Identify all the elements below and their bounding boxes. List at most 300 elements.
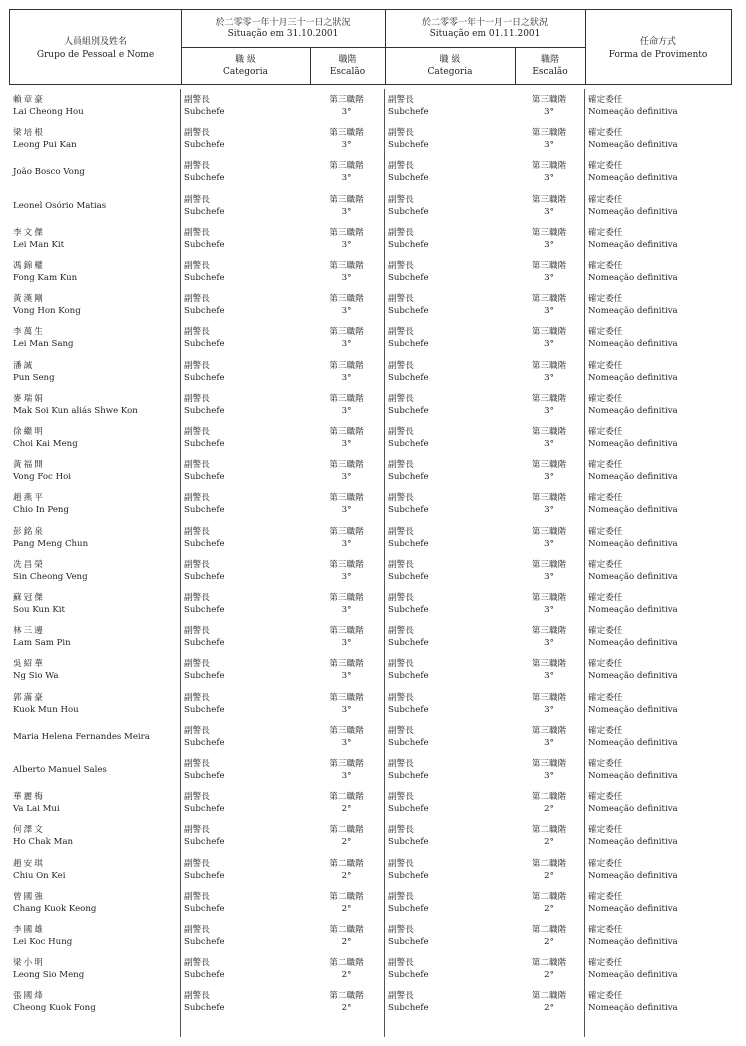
table-row	[9, 359, 732, 392]
name-zh: 麥瑞娟	[13, 393, 45, 404]
table-row	[9, 657, 732, 690]
escalao-before: 3°	[341, 339, 352, 350]
table-row	[9, 259, 732, 292]
escalao-before: 3°	[341, 771, 352, 781]
before-header-zh: 於二零零一年十月三十一日之狀況	[215, 18, 351, 28]
name-zh: 李文傑	[13, 227, 45, 238]
escalao-after: 3°	[544, 538, 554, 549]
name-pt: Lei Man Kit	[13, 239, 65, 250]
escalao-before-zh: 第三職階	[329, 493, 364, 504]
after-header-zh: 於二零零一年十一月一日之狀況	[421, 18, 548, 28]
escalao-before-zh: 第三職階	[329, 327, 364, 338]
table-row	[9, 923, 732, 956]
escalao-before-zh: 第二職階	[329, 858, 364, 869]
category-after-pt: Subchefe	[388, 273, 429, 283]
provimento-pt: Nomeação definitiva	[588, 804, 678, 815]
escalao-after-zh: 第三職階	[531, 759, 567, 769]
provimento-pt: Nomeação definitiva	[588, 439, 678, 449]
name-zh: 李萬生	[13, 327, 45, 338]
category-before-zh: 副警長	[184, 460, 210, 471]
provimento-pt: Nomeação definitiva	[588, 837, 678, 848]
name-pt: Cheong Kuok Fong	[13, 1003, 96, 1014]
table-row	[9, 989, 732, 1022]
escalao-before-zh: 第二職階	[329, 925, 364, 935]
category-before-pt: Subchefe	[184, 870, 225, 881]
name-pt: Chang Kuok Keong	[13, 903, 97, 914]
table-row	[9, 724, 732, 757]
table-row	[9, 624, 732, 657]
category-before-zh: 副警長	[184, 360, 210, 371]
escalao-after: 3°	[544, 638, 554, 649]
category-before-pt: Subchefe	[184, 903, 225, 914]
escalao-after: 3°	[544, 405, 554, 416]
category-before-zh: 副警長	[184, 626, 210, 637]
escalao-after: 3°	[544, 771, 554, 781]
name-pt: Leong Sio Meng	[13, 970, 85, 981]
escalao-before-zh: 第三職階	[329, 460, 364, 471]
escalao-before-zh: 第三職階	[329, 227, 364, 238]
escalao-after-zh: 第二職階	[531, 891, 567, 902]
name-zh: 賴章豪	[13, 95, 45, 105]
category-after-zh: 副警長	[388, 194, 414, 205]
provimento-pt: Nomeação definitiva	[588, 605, 678, 615]
category-before-zh: 副警長	[184, 692, 210, 703]
provimento-pt: Nomeação definitiva	[588, 339, 678, 350]
escalao-before-zh: 第三職階	[329, 261, 364, 271]
category-before-pt: Subchefe	[184, 339, 225, 350]
table-row	[9, 790, 732, 823]
escalao-after: 2°	[544, 970, 554, 981]
escalao-after: 3°	[544, 306, 554, 317]
escalao-after-zh: 第三職階	[531, 227, 567, 238]
provimento-zh: 確定委任	[588, 659, 623, 670]
escalao-before-zh: 第二職階	[329, 958, 364, 969]
name-zh: 趙安琪	[13, 858, 45, 869]
escalao-after-zh: 第三職階	[531, 593, 567, 603]
escalao-before-zh: 第三職階	[329, 626, 364, 637]
category-after-pt: Subchefe	[388, 671, 429, 682]
name-pt: Vong Foc Hoi	[13, 472, 71, 483]
category-after-pt: Subchefe	[388, 771, 429, 781]
escalao-after-zh: 第三職階	[531, 360, 567, 371]
after-header-pt: Situação em 01.11.2001	[429, 29, 541, 39]
provimento-zh: 確定委任	[588, 858, 623, 869]
escalao-before-zh: 第三職階	[329, 95, 364, 105]
provimento-pt: Nomeação definitiva	[588, 638, 678, 649]
category-before-pt: Subchefe	[184, 804, 225, 815]
escalao-before-zh: 第三職階	[329, 360, 364, 371]
category-before-zh: 副警長	[184, 227, 210, 238]
table-row	[9, 193, 732, 226]
category-before-pt: Subchefe	[184, 837, 225, 848]
escalao-after-zh: 第三職階	[531, 493, 567, 504]
escalao-after-zh: 第三職階	[531, 692, 567, 703]
category-after-zh: 副警長	[388, 261, 414, 271]
category-before-pt: Subchefe	[184, 439, 225, 449]
escalao-after-zh: 第三職階	[531, 626, 567, 637]
category-after-pt: Subchefe	[388, 970, 429, 981]
name-zh: 李國雄	[13, 925, 45, 935]
category-after-zh: 副警長	[388, 559, 414, 570]
category-after-pt: Subchefe	[388, 870, 429, 881]
escalao-after-zh: 第二職階	[531, 958, 567, 969]
category-after-zh: 副警長	[388, 825, 414, 836]
name-pt: Chio In Peng	[13, 505, 69, 516]
escalao-after-zh: 第二職階	[531, 991, 567, 1002]
escalao-before: 3°	[341, 638, 352, 649]
category-after-zh: 副警長	[388, 692, 414, 703]
escalao-after-zh: 第三職階	[531, 526, 567, 537]
escalao-after: 2°	[544, 870, 554, 881]
category-before-pt: Subchefe	[184, 173, 225, 184]
category-after-pt: Subchefe	[388, 140, 429, 151]
category-after-zh: 副警長	[388, 128, 414, 139]
name-zh: 徐繼明	[13, 427, 45, 437]
escalao-after: 3°	[544, 704, 554, 715]
category-before-pt: Subchefe	[184, 771, 225, 781]
category-before-pt: Subchefe	[184, 306, 225, 317]
header-subdivider	[515, 48, 516, 84]
name-header-pt: Grupo de Pessoal e Nome	[36, 50, 155, 60]
provimento-zh: 確定委任	[588, 128, 623, 139]
header-subdivider	[310, 48, 311, 84]
category-before-zh: 副警長	[184, 991, 210, 1002]
name-pt: Lei Man Sang	[13, 339, 74, 350]
escalao-before-zh: 第三職階	[329, 759, 364, 769]
provimento-pt: Nomeação definitiva	[588, 472, 678, 483]
category-before-pt: Subchefe	[184, 571, 225, 582]
category-before-zh: 副警長	[184, 958, 210, 969]
category-after-pt: Subchefe	[388, 439, 429, 449]
before-header-pt: Situação em 31.10.2001	[227, 29, 339, 39]
category-after-pt: Subchefe	[388, 804, 429, 815]
table-row	[9, 823, 732, 856]
category-before-zh: 副警長	[184, 261, 210, 271]
table-row	[9, 491, 732, 524]
escalao-header-zh: 職階	[338, 55, 357, 65]
category-after-pt: Subchefe	[388, 173, 429, 184]
category-after-pt: Subchefe	[388, 239, 429, 250]
escalao-before-zh: 第二職階	[329, 792, 364, 803]
category-before-zh: 副警長	[184, 393, 210, 404]
category-after-pt: Subchefe	[388, 704, 429, 715]
category-before-zh: 副警長	[184, 792, 210, 803]
escalao-before: 3°	[341, 306, 352, 317]
category-after-zh: 副警長	[388, 327, 414, 338]
provimento-pt: Nomeação definitiva	[588, 903, 678, 914]
provimento-pt: Nomeação definitiva	[588, 737, 678, 748]
table-row	[9, 126, 732, 159]
escalao-before: 3°	[341, 472, 352, 483]
category-after-zh: 副警長	[388, 593, 414, 603]
escalao-before-zh: 第三職階	[329, 526, 364, 537]
category-before-zh: 副警長	[184, 825, 210, 836]
escalao-before: 2°	[341, 804, 352, 815]
escalao-after: 3°	[544, 671, 554, 682]
name-pt: Lai Cheong Hou	[13, 107, 84, 117]
name-zh: 華麗梅	[13, 792, 45, 803]
name-zh: 梁小明	[13, 958, 45, 969]
provimento-pt: Nomeação definitiva	[588, 306, 678, 317]
name-pt: Ho Chak Man	[13, 837, 74, 848]
escalao-after-zh: 第三職階	[531, 659, 567, 670]
category-before-pt: Subchefe	[184, 937, 225, 947]
provimento-zh: 確定委任	[588, 261, 623, 271]
name-zh: 何澤文	[13, 825, 45, 836]
category-before-zh: 副警長	[184, 95, 210, 105]
table-row	[9, 325, 732, 358]
escalao-before-zh: 第三職階	[329, 194, 364, 205]
name-pt: João Bosco Vong	[13, 167, 85, 178]
escalao-after: 3°	[544, 505, 554, 516]
category-after-pt: Subchefe	[388, 372, 429, 383]
provimento-zh: 確定委任	[588, 393, 623, 404]
escalao-before: 3°	[341, 206, 352, 217]
escalao-before: 3°	[341, 173, 352, 184]
category-header-zh: 職 級	[235, 55, 256, 65]
form-header-pt: Forma de Provimento	[608, 50, 708, 60]
provimento-pt: Nomeação definitiva	[588, 571, 678, 582]
name-pt: Maria Helena Fernandes Meira	[13, 731, 150, 742]
provimento-zh: 確定委任	[588, 95, 623, 105]
category-before-pt: Subchefe	[184, 140, 225, 151]
table-row	[9, 956, 732, 989]
escalao-before-zh: 第三職階	[329, 659, 364, 670]
escalao-after: 3°	[544, 239, 554, 250]
category-before-zh: 副警長	[184, 128, 210, 139]
category-before-zh: 副警長	[184, 925, 210, 935]
category-before-zh: 副警長	[184, 891, 210, 902]
category-after-pt: Subchefe	[388, 638, 429, 649]
category-before-zh: 副警長	[184, 327, 210, 338]
escalao-before-zh: 第三職階	[329, 559, 364, 570]
escalao-before: 2°	[341, 1003, 352, 1014]
escalao-after-zh: 第二職階	[531, 925, 567, 935]
category-after-pt: Subchefe	[388, 903, 429, 914]
category-header-pt: Categoria	[427, 67, 473, 77]
header-rule	[385, 47, 585, 48]
category-before-zh: 副警長	[184, 759, 210, 769]
table-row	[9, 757, 732, 790]
category-before-pt: Subchefe	[184, 372, 225, 383]
escalao-before: 3°	[341, 405, 352, 416]
escalao-before: 3°	[341, 505, 352, 516]
category-after-zh: 副警長	[388, 526, 414, 537]
escalao-before: 3°	[341, 107, 352, 117]
category-header-pt: Categoria	[223, 67, 268, 77]
escalao-after: 2°	[544, 937, 554, 947]
escalao-after-zh: 第三職階	[531, 327, 567, 338]
escalao-after: 3°	[544, 571, 554, 582]
provimento-zh: 確定委任	[588, 161, 623, 172]
provimento-pt: Nomeação definitiva	[588, 140, 678, 151]
name-zh: 黃漢剛	[13, 294, 45, 305]
category-after-pt: Subchefe	[388, 339, 429, 350]
name-pt: Leong Pui Kan	[13, 140, 77, 151]
escalao-after: 3°	[544, 107, 554, 117]
name-zh: 冼昌榮	[13, 559, 45, 570]
name-zh: 曾國強	[13, 891, 45, 902]
escalao-after-zh: 第三職階	[531, 194, 567, 205]
name-zh: 梁培根	[13, 128, 45, 139]
category-header-zh: 職 級	[439, 55, 461, 65]
category-after-zh: 副警長	[388, 759, 414, 769]
provimento-pt: Nomeação definitiva	[588, 970, 678, 981]
category-after-pt: Subchefe	[388, 405, 429, 416]
escalao-before: 3°	[341, 737, 352, 748]
table-row	[9, 890, 732, 923]
category-after-pt: Subchefe	[388, 1003, 429, 1014]
escalao-before: 3°	[341, 538, 352, 549]
escalao-before-zh: 第三職階	[329, 393, 364, 404]
name-pt: Sin Cheong Veng	[13, 571, 88, 582]
provimento-zh: 確定委任	[588, 725, 623, 736]
escalao-before: 2°	[341, 837, 352, 848]
category-after-zh: 副警長	[388, 427, 414, 437]
name-pt: Va Lai Mui	[13, 804, 60, 815]
category-before-zh: 副警長	[184, 294, 210, 305]
category-after-zh: 副警長	[388, 792, 414, 803]
escalao-before-zh: 第三職階	[329, 161, 364, 172]
escalao-before: 3°	[341, 140, 352, 151]
provimento-pt: Nomeação definitiva	[588, 239, 678, 250]
escalao-after-zh: 第二職階	[531, 858, 567, 869]
provimento-pt: Nomeação definitiva	[588, 505, 678, 516]
name-zh: 趙燕平	[13, 493, 45, 504]
table-body	[9, 89, 732, 1037]
table-header	[9, 9, 732, 85]
category-after-zh: 副警長	[388, 227, 414, 238]
provimento-pt: Nomeação definitiva	[588, 173, 678, 184]
escalao-after: 3°	[544, 605, 554, 615]
category-after-pt: Subchefe	[388, 306, 429, 317]
name-pt: Vong Hon Kong	[13, 306, 81, 317]
table-row	[9, 292, 732, 325]
provimento-zh: 確定委任	[588, 493, 623, 504]
category-before-pt: Subchefe	[184, 671, 225, 682]
provimento-zh: 確定委任	[588, 759, 623, 769]
escalao-before: 3°	[341, 571, 352, 582]
escalao-before-zh: 第三職階	[329, 725, 364, 736]
category-after-zh: 副警長	[388, 925, 414, 935]
category-before-zh: 副警長	[184, 858, 210, 869]
escalao-after: 2°	[544, 804, 554, 815]
escalao-after-zh: 第三職階	[531, 128, 567, 139]
category-after-pt: Subchefe	[388, 107, 429, 117]
escalao-before: 3°	[341, 439, 352, 449]
table-row	[9, 93, 732, 126]
name-zh: 吳紹華	[13, 659, 45, 670]
provimento-zh: 確定委任	[588, 792, 623, 803]
name-pt: Sou Kun Kit	[13, 605, 65, 615]
provimento-pt: Nomeação definitiva	[588, 771, 678, 781]
name-pt: Pang Meng Chun	[13, 538, 89, 549]
name-pt: Lam Sam Pin	[13, 638, 71, 649]
category-after-pt: Subchefe	[388, 837, 429, 848]
table-row	[9, 525, 732, 558]
category-after-zh: 副警長	[388, 460, 414, 471]
category-before-pt: Subchefe	[184, 737, 225, 748]
escalao-before: 2°	[341, 903, 352, 914]
escalao-after-zh: 第三職階	[531, 95, 567, 105]
provimento-zh: 確定委任	[588, 991, 623, 1002]
provimento-zh: 確定委任	[588, 559, 623, 570]
name-pt: Choi Kai Meng	[13, 439, 78, 449]
category-after-zh: 副警長	[388, 360, 414, 371]
provimento-zh: 確定委任	[588, 891, 623, 902]
escalao-before: 2°	[341, 937, 352, 947]
category-before-zh: 副警長	[184, 725, 210, 736]
category-before-pt: Subchefe	[184, 704, 225, 715]
provimento-zh: 確定委任	[588, 227, 623, 238]
escalao-after-zh: 第三職階	[531, 460, 567, 471]
provimento-pt: Nomeação definitiva	[588, 1003, 678, 1014]
escalao-before-zh: 第三職階	[329, 692, 364, 703]
category-before-pt: Subchefe	[184, 970, 225, 981]
name-pt: Mak Soi Kun aliás Shwe Kon	[13, 405, 138, 416]
table-row	[9, 159, 732, 192]
name-pt: Lei Koc Hung	[13, 937, 73, 947]
category-before-pt: Subchefe	[184, 273, 225, 283]
provimento-pt: Nomeação definitiva	[588, 206, 678, 217]
table-row	[9, 425, 732, 458]
escalao-before: 3°	[341, 239, 352, 250]
name-zh: 馮錦權	[13, 261, 45, 271]
escalao-before-zh: 第三職階	[329, 294, 364, 305]
escalao-after: 2°	[544, 903, 554, 914]
escalao-after-zh: 第三職階	[531, 294, 567, 305]
escalao-after: 3°	[544, 439, 554, 449]
category-after-pt: Subchefe	[388, 472, 429, 483]
name-pt: Pun Seng	[13, 372, 55, 383]
name-pt: Fong Kam Kun	[13, 273, 78, 283]
category-before-zh: 副警長	[184, 493, 210, 504]
name-zh: 黃福開	[13, 460, 45, 471]
escalao-after: 2°	[544, 837, 554, 848]
category-before-zh: 副警長	[184, 161, 210, 172]
category-before-pt: Subchefe	[184, 638, 225, 649]
category-before-pt: Subchefe	[184, 505, 225, 516]
category-after-zh: 副警長	[388, 626, 414, 637]
table-row	[9, 857, 732, 890]
category-after-pt: Subchefe	[388, 605, 429, 615]
category-after-pt: Subchefe	[388, 937, 429, 947]
escalao-before: 2°	[341, 970, 352, 981]
escalao-after-zh: 第三職階	[531, 559, 567, 570]
name-zh: 張國烽	[13, 991, 45, 1002]
provimento-zh: 確定委任	[588, 460, 623, 471]
category-before-zh: 副警長	[184, 427, 210, 437]
category-before-pt: Subchefe	[184, 405, 225, 416]
category-before-pt: Subchefe	[184, 107, 225, 117]
name-pt: Ng Sio Wa	[13, 671, 59, 682]
category-after-zh: 副警長	[388, 858, 414, 869]
escalao-before: 3°	[341, 273, 352, 283]
category-after-zh: 副警長	[388, 161, 414, 172]
escalao-before: 3°	[341, 372, 352, 383]
escalao-after-zh: 第二職階	[531, 792, 567, 803]
table-row	[9, 691, 732, 724]
escalao-after-zh: 第二職階	[531, 825, 567, 836]
name-zh: 郭滿豪	[13, 692, 45, 703]
escalao-before-zh: 第三職階	[329, 593, 364, 603]
escalao-after: 3°	[544, 173, 554, 184]
provimento-pt: Nomeação definitiva	[588, 372, 678, 383]
category-after-pt: Subchefe	[388, 538, 429, 549]
table-row	[9, 591, 732, 624]
category-after-zh: 副警長	[388, 725, 414, 736]
provimento-pt: Nomeação definitiva	[588, 538, 678, 549]
